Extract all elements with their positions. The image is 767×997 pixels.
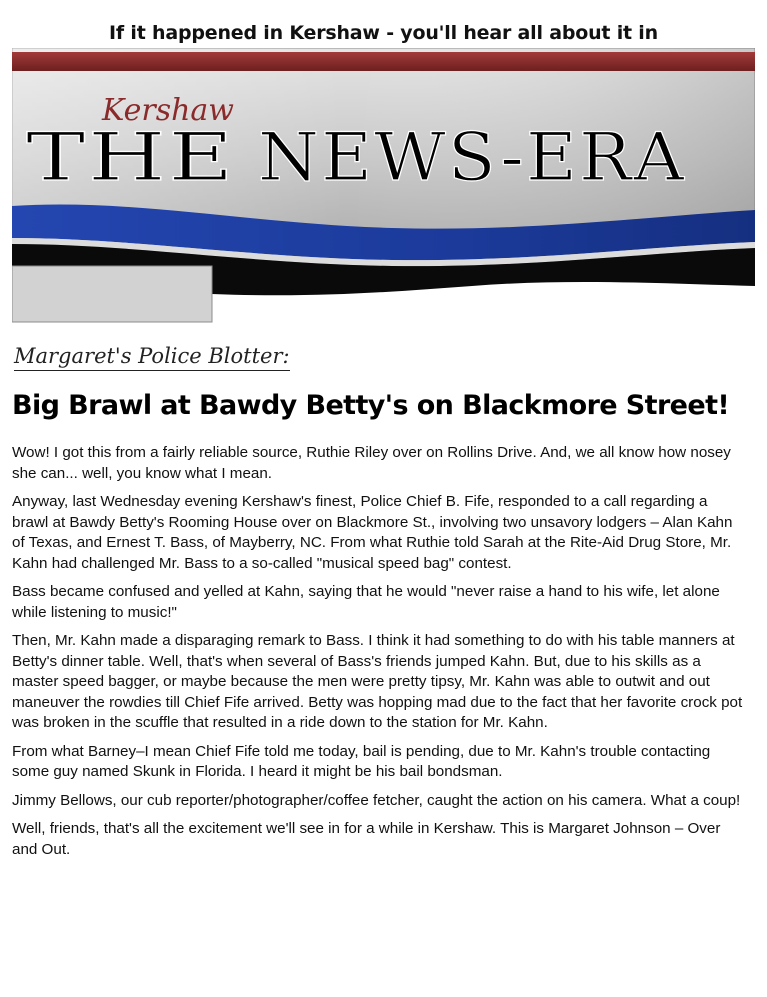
masthead-banner [12, 48, 755, 324]
tagline: If it happened in Kershaw - you'll hear all about it in [109, 22, 658, 44]
grey-box [12, 266, 212, 322]
masthead-the: THE [26, 119, 236, 196]
article-paragraph: Bass became confused and yelled at Kahn, saying that he would "never raise a hand to his wife, let alone while listening to music!" [12, 583, 720, 621]
article-paragraph: Anyway, last Wednesday evening Kershaw's finest, Police Chief B. Fife, responded to a call regarding a brawl at Bawdy Betty's Rooming House over on Blackmore St., involving two unsavory lodgers – Alan Kahn of Texas, and Ernest T. Bass, of Mayberry, NC. From what Ruthie told Sarah at the Rite-Aid Drug Store, Mr. Kahn had challenged Mr. Bass to a so-called "musical speed bag" contest. [12, 493, 733, 572]
section-heading: Margaret's Police Blotter: [14, 344, 290, 371]
article-paragraph: From what Barney–I mean Chief Fife told me today, bail is pending, due to Mr. Kahn's trouble contacting some guy named Skunk in Florida. I heard it might be his bail bondsman. [12, 742, 711, 780]
article-headline: Big Brawl at Bawdy Betty's on Blackmore Street! [12, 390, 730, 421]
masthead-town: Kershaw [102, 93, 234, 128]
article-paragraph: Well, friends, that's all the excitement we'll see in for a while in Kershaw. This is Margaret Johnson – Over and Out. [12, 820, 721, 858]
article-paragraph: Jimmy Bellows, our cub reporter/photographer/coffee fetcher, caught the action on his camera. What a coup! [12, 791, 741, 809]
article-body [12, 443, 747, 868]
article-paragraph: Then, Mr. Kahn made a disparaging remark to Bass. I think it had something to do with his table manners at Betty's dinner table. Well, that's when several of Bass's friends jumped Kahn. But, due to his skills as a master speed bagger, or maybe because the men were pretty tipsy, Mr. Kahn was able to outwit and out maneuver the rowdies till Chief Fife arrived. Betty was hopping mad due to the fact that her favorite crock pot was broken in the scuffle that resulted in a ride down to the station for Mr. Kahn. [12, 632, 743, 731]
masthead-news-era: NEWS-ERA [258, 119, 686, 196]
article-paragraph: Wow! I got this from a fairly reliable source, Ruthie Riley over on Rollins Drive. And, we all know how nosey she can... well, you know what I mean. [12, 444, 731, 482]
red-band [12, 52, 755, 71]
